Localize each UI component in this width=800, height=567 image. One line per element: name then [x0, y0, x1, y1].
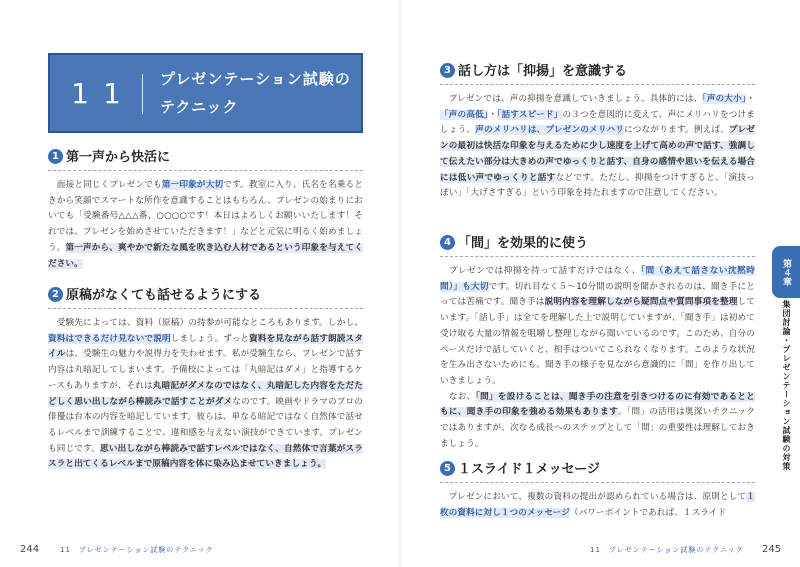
body-text: などです。ただし、抑揚をつけすぎると、「演技っぽい」「大げさすぎる」という印象を持たれますので注意してください。 — [440, 172, 755, 199]
body-text: です。教室に入り、氏名を名乗るときから笑顔でスマートな所作を意識することはもちろん、プレゼンの始まりにおいても「受験番号△△△番、○○○○です！本日はよろしくお願いいたします！それでは、プレゼンを始めさせていただきます！」などと元気に明るく始めましょう。 — [48, 180, 363, 253]
section-body — [48, 178, 363, 272]
chapter-side-tab: 第４章 — [772, 246, 800, 298]
emphasized-text: 資料を見ながら話す朗読スタイル — [48, 333, 363, 360]
emphasized-text: 「話すスピード」 — [497, 109, 563, 120]
section-body — [440, 264, 755, 452]
chapter-heading-box — [48, 53, 363, 133]
page-number-left: 244 — [20, 544, 40, 555]
body-text: です。切れ目なく５～10分間の説明を聞かされるのは、聞き手にとっては苦痛です。聞き手は — [440, 281, 755, 308]
emphasized-text: 声のメリハリは、プレゼンのメリハリ — [475, 125, 625, 136]
emphasized-text: １枚の資料に対し１つのメッセージ — [440, 492, 755, 518]
emphasized-text: 「間」を設けることは、聞き手の注意を引きつけるのに有効であるとともに、聞き手の印象を強める効果もあります — [440, 391, 755, 418]
footer-right: 11 プレゼンテーション試験のテクニック — [590, 546, 744, 554]
body-text: プレゼンでは、声の抑揚を意識していきましょう。具体的には、 — [440, 94, 703, 104]
body-text: 。「間」の活用は奥深いテクニックではありますが、次なる成長へのステップとして「間」の重要性は理解しておきましょう。 — [440, 407, 755, 449]
body-text: しています。「話し手」は全てを理解した上で説明していますが、「聞き手」は初めて受け取る大量の情報を咀嚼し整理しながら聞いているのです。このため、自分のペースだけで話していくと、相手はついてこられなくなります。このような状況を生み出さないためにも、聞き手の様子を見ながら意識的に「間」を作り出していきましょう。 — [440, 297, 756, 386]
body-text: プレゼンにおいて、複数の資料の提出が認められている場合は、原則として — [440, 492, 747, 502]
body-text: は、受験生の魅力や説得力を失わせます。私が受験生なら、プレゼンで話す内容は丸暗記してしまいます。予備校によっては「丸暗記はダメ」と指導するケースもありますが、それは — [48, 349, 363, 391]
section-number-badge: 4 — [440, 235, 455, 250]
section-title: 「間」を効果的に使う — [458, 236, 589, 251]
section-title: 原稿がなくても話せるようにする — [66, 288, 262, 303]
section-title: 第一声から快活に — [66, 150, 171, 165]
emphasized-text: プレゼンの最初は快活な印象を与えるために少し速度を上げて高めの声で話す、強調して伝えたい部分は大きめの声でゆっくりと話す、自身の感情や思いを伝える場合には低い声でゆっくりと話す — [440, 125, 756, 183]
emphasized-text: 説明内容を理解しながら疑問点や質問事項を整理 — [544, 297, 738, 308]
body-text: （パワーポイントであれば、１スライド — [569, 507, 727, 518]
section-heading-2 — [48, 286, 363, 309]
emphasized-text: 第一声から、爽やかで新たな風を吹き込む人材であるという印象を与えてください。 — [48, 242, 364, 269]
section-number-badge: 1 — [48, 149, 63, 164]
body-text: 受験先によっては、資料（原稿）の持参が可能なところもあります。しかし、 — [48, 318, 363, 328]
section-heading-3 — [440, 62, 755, 85]
section-body — [48, 316, 363, 473]
footer-left: 11 プレゼンテーション試験のテクニック — [60, 546, 214, 554]
body-text: につながります。例えば、 — [624, 125, 730, 136]
body-text: ・ — [488, 109, 498, 120]
section-number-badge: 3 — [440, 63, 455, 78]
section-body — [440, 490, 755, 521]
emphasized-text: 「声の高低」 — [440, 109, 489, 120]
section-heading-5 — [440, 460, 755, 483]
page-number-right: 245 — [762, 544, 782, 555]
emphasized-text: 資料はできるだけ見ないで説明 — [48, 333, 171, 344]
body-text: ・ — [746, 94, 755, 104]
emphasized-text: 第一印象が大切 — [161, 180, 224, 190]
chapter-side-text: 集団討論・プレゼンテーション試験の対策 — [782, 300, 791, 471]
section-title: １スライド１メッセージ — [458, 462, 600, 477]
body-text: しましょう。ずっと — [170, 333, 250, 344]
chapter-number: 11 — [64, 74, 143, 114]
section-number-badge: 5 — [440, 461, 455, 476]
chapter-title: プレゼンテーション試験のテクニック — [160, 70, 351, 116]
section-heading-4 — [440, 234, 755, 257]
body-text: 面接と同じくプレゼンでも — [48, 180, 162, 190]
section-body — [440, 92, 755, 202]
body-text: なお、 — [440, 391, 476, 402]
section-title: 話し方は「抑揚」を意識する — [458, 64, 628, 79]
emphasized-text: 思い出しながら棒読みで話すレベルではなく、自然体で言葉がスラスラと出てくるレベルまで原稿内容を体に染み込ませていきましょう。 — [48, 443, 363, 470]
section-heading-1 — [48, 148, 363, 171]
emphasized-text: 「間（あえて話さない沈黙時間）」も大切 — [440, 266, 755, 292]
body-text: の３つを意図的に変えて、声にメリハリをつけましょう。 — [440, 109, 755, 136]
page-gutter — [399, 0, 401, 567]
emphasized-text: 「声の大小」 — [702, 94, 747, 104]
body-text: プレゼンでは抑揚を持って話すだけではなく、 — [440, 266, 641, 276]
section-number-badge: 2 — [48, 287, 63, 302]
body-text: なのです。映画やドラマのプロの俳優は台本の内容を暗記しています。彼らは、単なる暗記ではなく自然体で話せるレベルまで訓練することで、違和感を与えない演技ができています。プレゼンも同じです。 — [48, 396, 363, 454]
emphasized-text: 丸暗記がダメなのではなく、丸暗記した内容をただたどしく思い出しながら棒読みで話すことがダメ — [48, 380, 363, 407]
